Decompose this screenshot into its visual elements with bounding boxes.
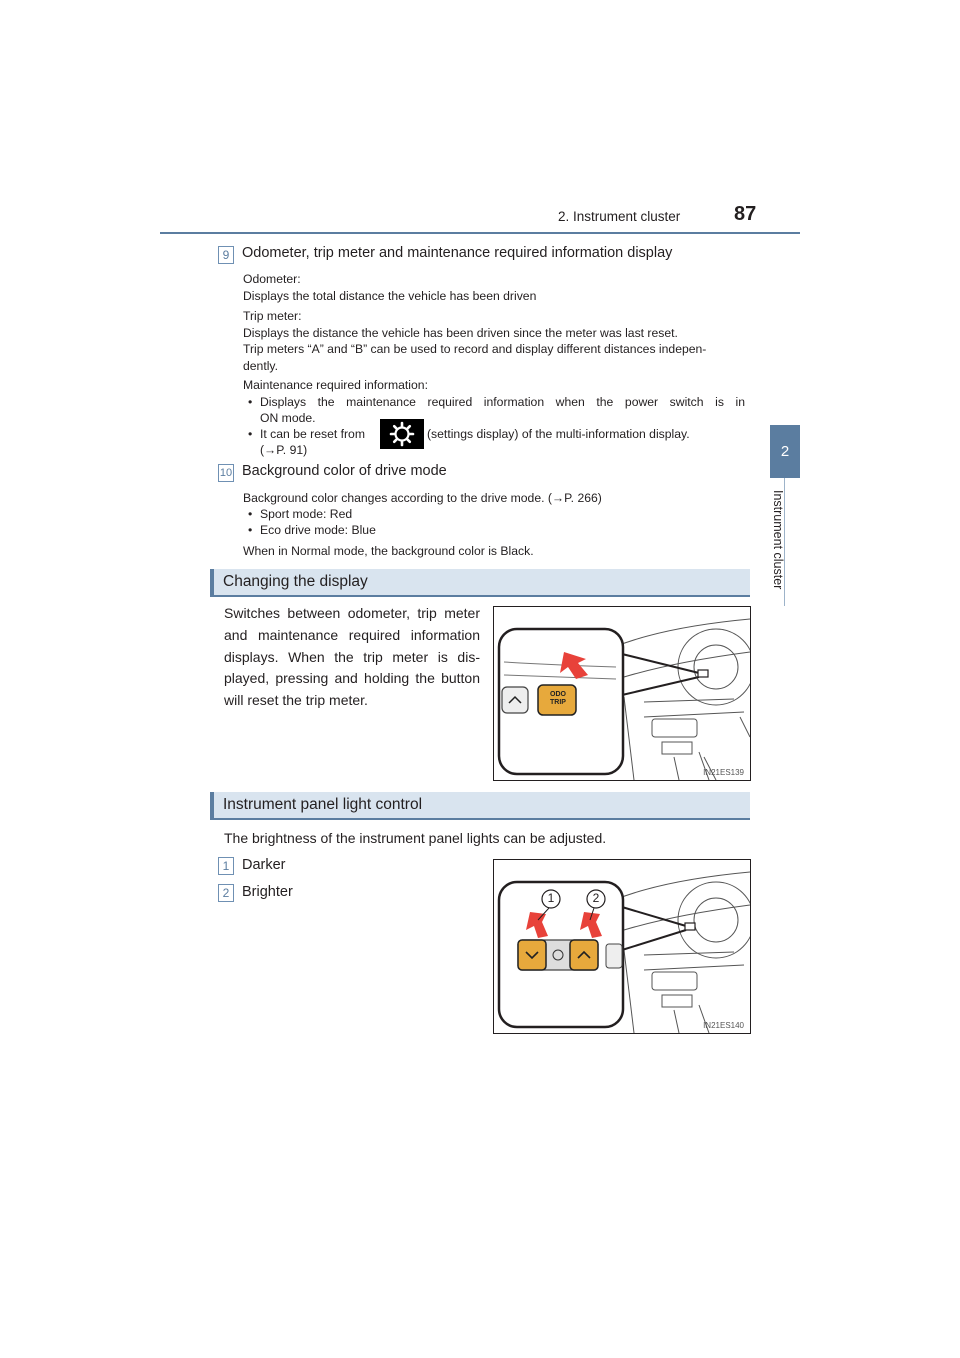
section-heading: Changing the display [223, 573, 368, 590]
para-line: displays. When the trip meter is dis- [224, 648, 480, 665]
header-rule [160, 232, 800, 234]
item-badge-2: 2 [218, 884, 234, 902]
bullet-text: Displays the maintenance required information when the power switch is in [260, 395, 745, 409]
para-line: and maintenance required information [224, 626, 480, 643]
item-badge-1: 1 [218, 857, 234, 875]
odo-trip-button [543, 691, 573, 707]
bullet-dot: • [248, 395, 253, 409]
callout-2: 2 [592, 891, 600, 905]
panel-light-figure [493, 859, 751, 1034]
item-badge-10: 10 [218, 464, 234, 482]
panel-paragraph: The brightness of the instrument panel lights can be adjusted. [224, 830, 607, 846]
page-reference: (→P. 91) [260, 443, 308, 457]
normal-mode-text: When in Normal mode, the background color is Black. [243, 544, 534, 558]
bullet-text: Eco drive mode: Blue [260, 523, 376, 537]
trip-label: Trip meter: [243, 309, 302, 323]
bullet-text: Sport mode: Red [260, 507, 353, 521]
trip-text: Trip meters “A” and “B” can be used to record and display different distances indepen- [243, 342, 707, 356]
bullet-dot: • [248, 507, 253, 521]
item-label-darker: Darker [242, 857, 286, 873]
chapter-tab: 2 [770, 425, 800, 478]
maint-label: Maintenance required information: [243, 378, 428, 392]
item-title: Odometer, trip meter and maintenance required information display [242, 245, 673, 261]
para-line: will reset the trip meter. [224, 692, 368, 709]
callout-1: 1 [547, 891, 555, 905]
para-line: played, pressing and holding the button [224, 670, 480, 687]
para-line: Switches between odometer, trip meter [224, 605, 480, 621]
chapter-label: Instrument cluster [771, 490, 785, 590]
button-label: TRIP [550, 699, 566, 706]
section-heading: Instrument panel light control [223, 796, 423, 813]
button-label: ODO [550, 691, 566, 698]
section-heading-bar [210, 792, 750, 820]
figure-code: IN21ES139 [703, 768, 744, 777]
settings-icon [380, 419, 424, 449]
bullet-dot: • [248, 427, 253, 441]
trip-block [243, 308, 745, 374]
figure-code: IN21ES140 [703, 1021, 744, 1030]
bullet-text: (settings display) of the multi-information display. [427, 427, 690, 441]
page-number: 87 [734, 203, 757, 225]
odometer-block [243, 271, 536, 304]
bullet-dot: • [248, 523, 253, 537]
odometer-text: Displays the total distance the vehicle has been driven [243, 288, 537, 303]
drive-mode-text: Background color changes according to the drive mode. (→P. 266) [243, 491, 602, 505]
running-header: 2. Instrument cluster [558, 209, 681, 224]
item-title: Background color of drive mode [242, 463, 447, 479]
item-label-brighter: Brighter [242, 884, 293, 900]
item-badge-9: 9 [218, 246, 234, 264]
section-heading-bar [210, 569, 750, 597]
odometer-label: Odometer: [243, 272, 301, 286]
bullet-text: ON mode. [260, 411, 316, 425]
trip-text: dently. [243, 358, 279, 373]
odo-trip-figure [493, 606, 751, 781]
trip-text: Displays the distance the vehicle has been driven since the meter was last reset. [243, 325, 678, 340]
bullet-text: It can be reset from [260, 427, 365, 441]
changing-paragraph [224, 603, 480, 712]
